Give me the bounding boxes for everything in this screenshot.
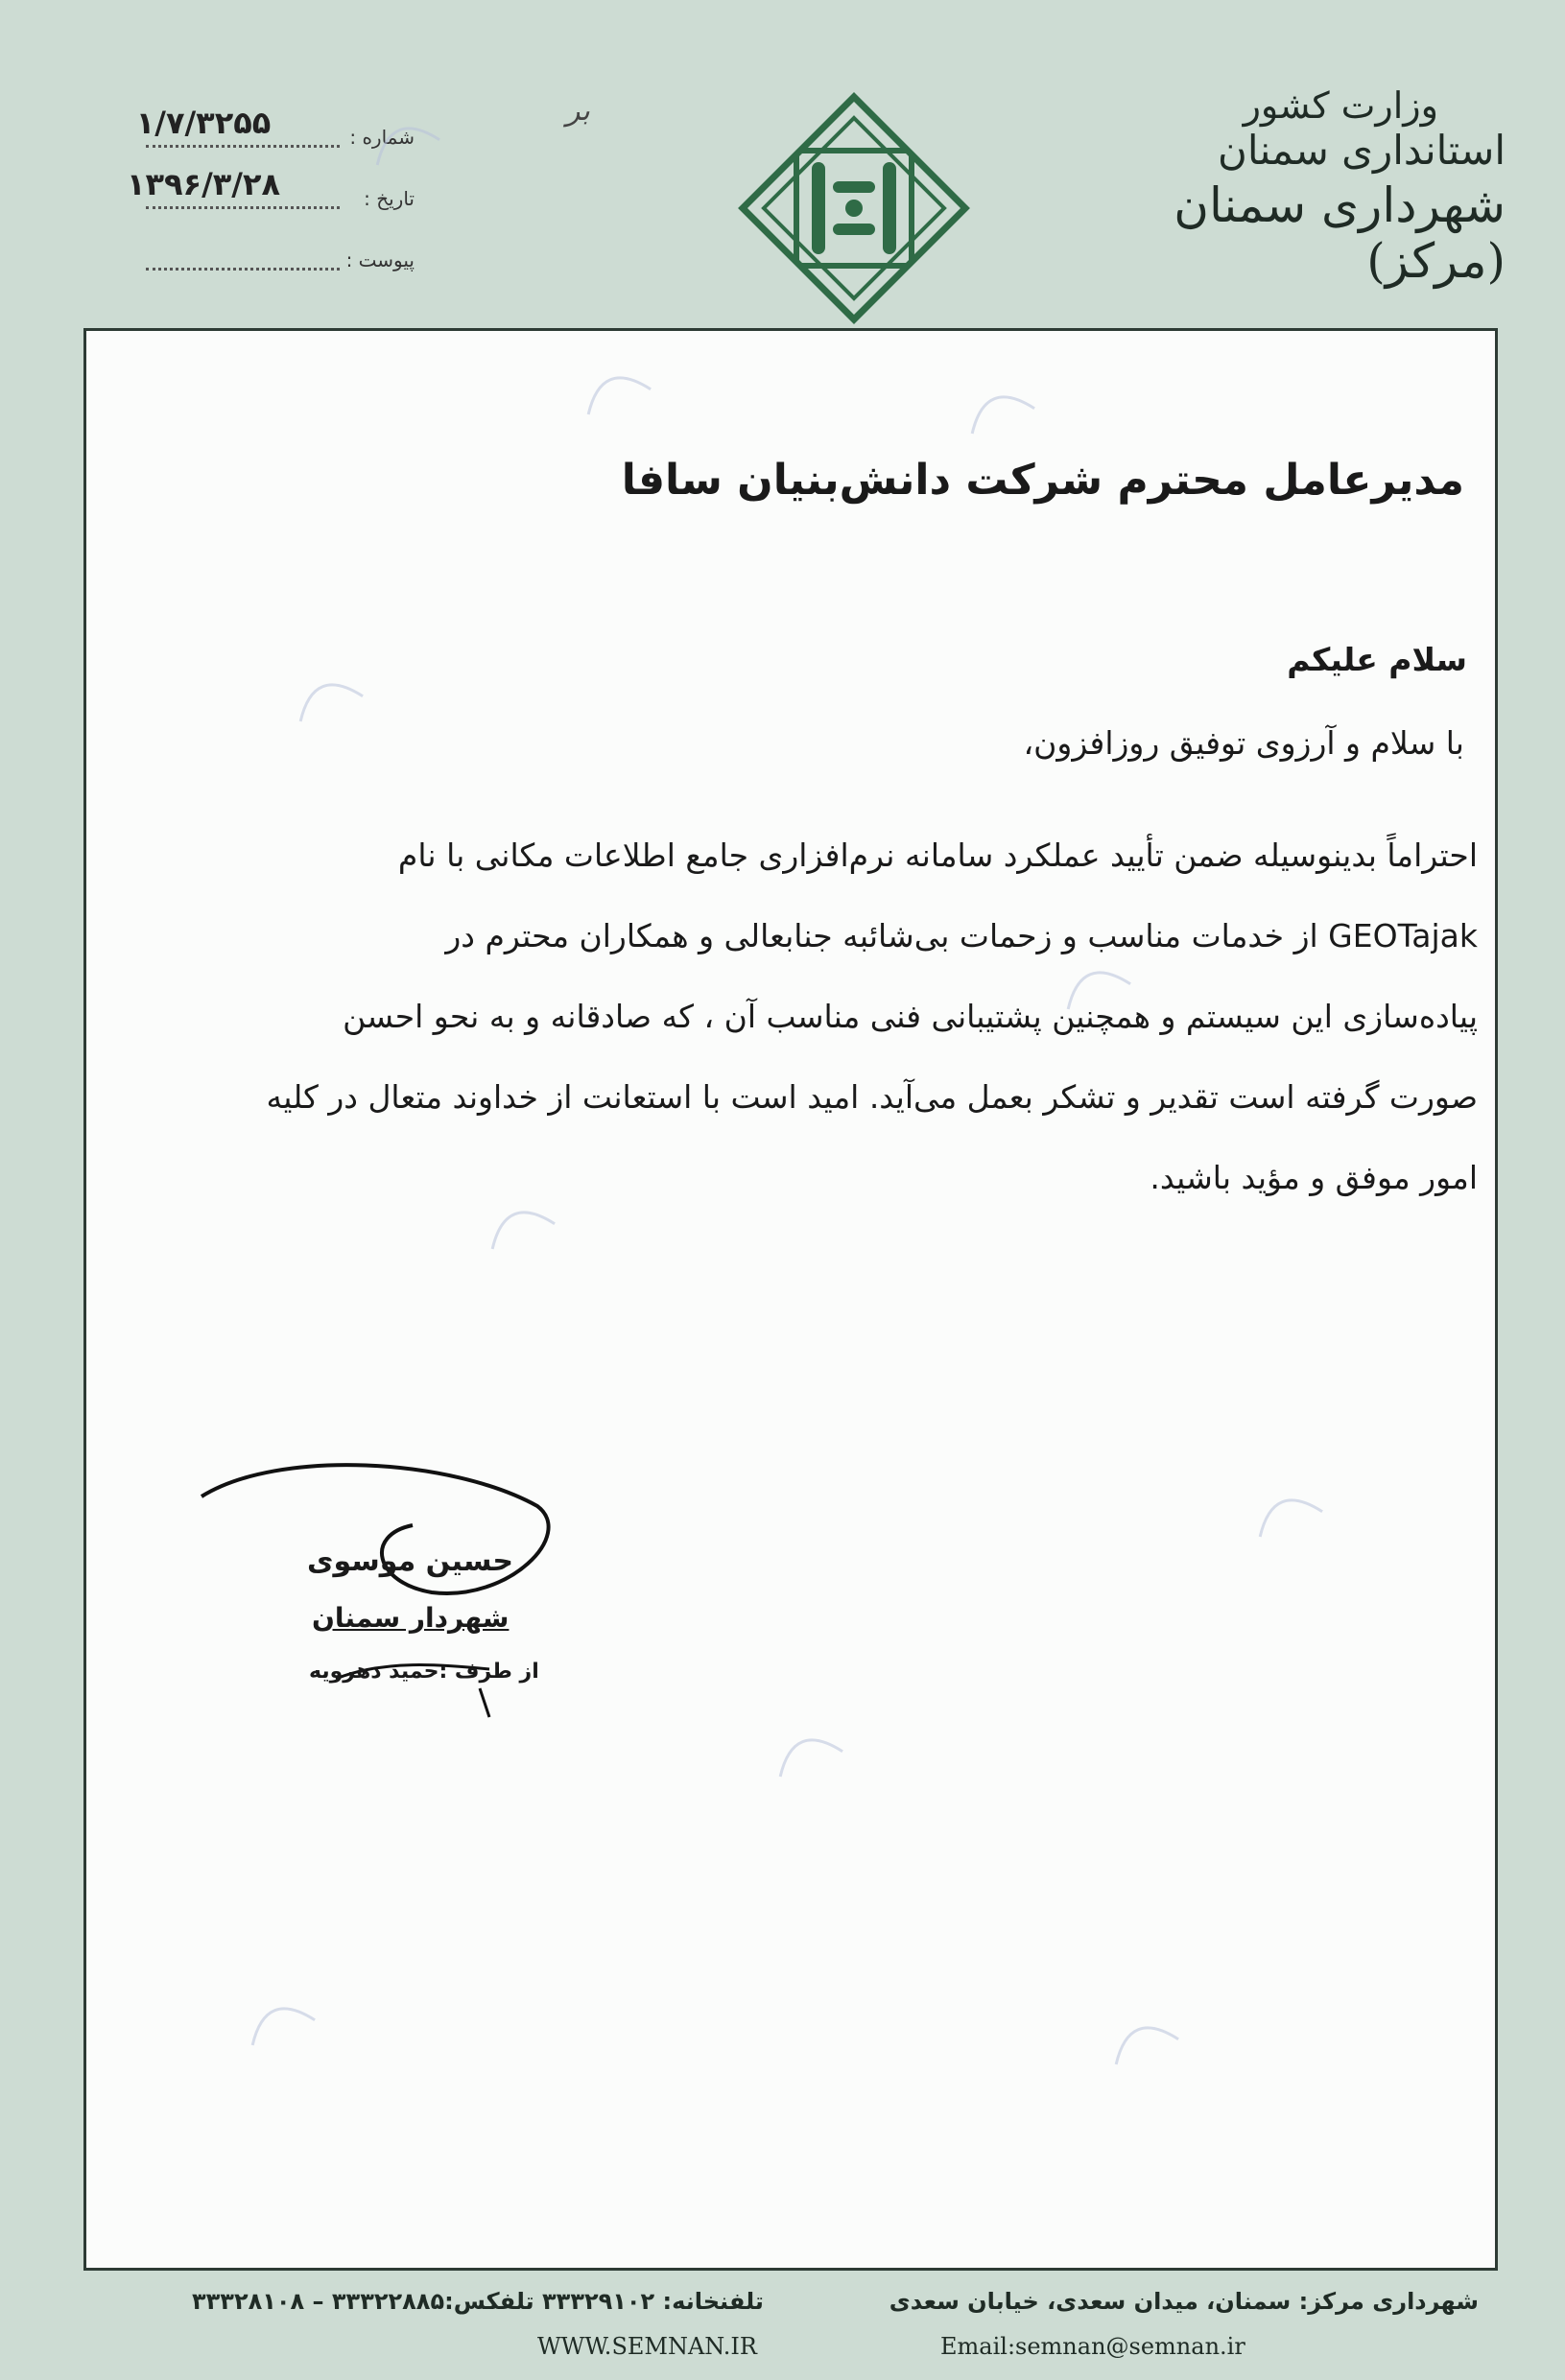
signature-scribble-icon [163,1449,576,1736]
ministry-header [1131,84,1506,289]
municipality-logo-icon [737,91,971,325]
number-value: ۱/۷/۳۲۵۵ [135,105,272,141]
body-line: GEOTajak از خدمات مناسب و زحمات بی‌شائبه جنابعالی و همکاران محترم در [445,917,1478,954]
letter-salutation: با سلام و آرزوی توفیق روزافزون، [1023,724,1464,762]
date-value: ۱۳۹۶/۳/۲۸ [126,166,281,202]
number-label: شماره : [349,126,415,149]
ministry-line-3: شهرداری سمنان (مرکز) [1174,177,1506,289]
date-row [107,166,415,233]
letter-body-panel [83,328,1498,2271]
body-line: امور موفق و مؤید باشید. [1150,1159,1478,1196]
footer-website: WWW.SEMNAN.IR [537,2333,757,2360]
letter-greeting: سلام علیکم [1287,641,1467,678]
attachment-dots [146,268,340,271]
attachment-label: پیوست : [345,248,415,271]
footer-address: شهرداری مرکز: سمنان، میدان سعدی، خیابان سعدی [889,2288,1479,2315]
attachment-row [107,233,415,295]
body-line: پیاده‌سازی این سیستم و همچنین پشتیبانی فنی مناسب آن ، که صادقانه و به نحو احسن [343,998,1478,1035]
ministry-line-2: استانداری سمنان [1217,127,1506,174]
body-line: صورت گرفته است تقدیر و تشکر بعمل می‌آید. امید است با استعانت از خداوند متعال در کلیه [266,1078,1478,1116]
handwritten-mark-icon: ﺑﺮ [566,94,590,128]
letter-title: مدیرعامل محترم شرکت دانش‌بنیان سافا [621,456,1464,505]
number-dots [146,145,340,148]
signatory-name: حسین موسوی [307,1544,514,1578]
signatory-role: شهردار سمنان [312,1602,510,1634]
letter-body [115,815,1478,1218]
footer-phone: تلفنخانه: ۳۳۳۲۹۱۰۲ تلفکس:۳۳۳۲۲۸۸۵ – ۳۳۳۲۸۱۰۸ [192,2288,764,2315]
footer-email: Email:semnan@semnan.ir [940,2333,1245,2360]
date-dots [146,206,340,209]
body-line: احتراماً بدینوسیله ضمن تأیید عملکرد سامانه نرم‌افزاری جامع اطلاعات مکانی با نام [397,837,1478,874]
signatory-note: از طرف :حمید دهرویه [309,1660,539,1684]
ministry-line-1: وزارت کشور [1243,84,1438,127]
date-label: تاریخ : [364,187,415,210]
